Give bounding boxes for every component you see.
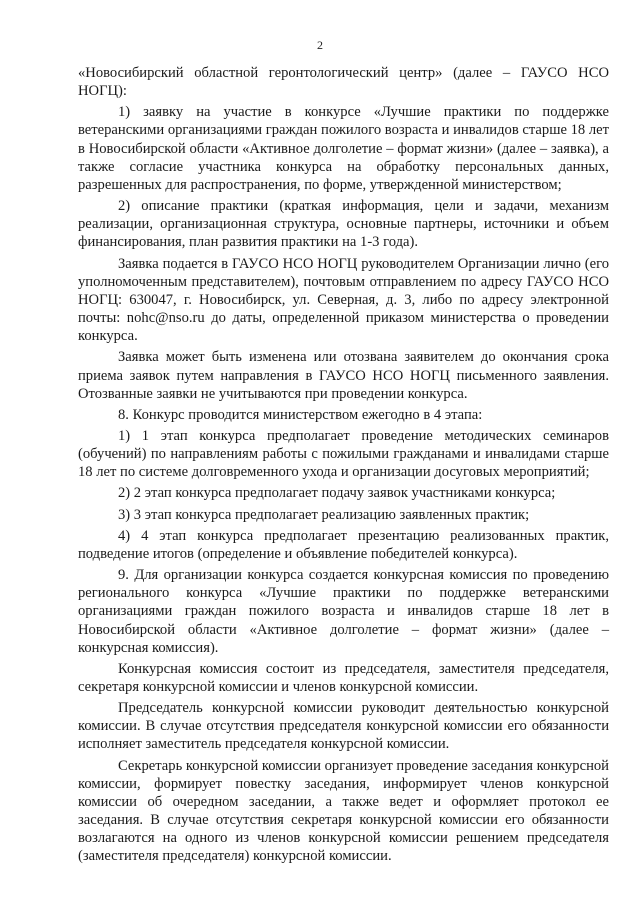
paragraph-stage-3: 3) 3 этап конкурса предполагает реализацию заявленных практик;	[118, 506, 530, 523]
paragraph-item-description: 2) описание практики (краткая информация, цели и задачи, механизм реализации, организационная структура, основные партнеры, источники и объем финансирования, план развития практики на 1-3 года).	[78, 198, 609, 251]
document-body	[78, 64, 609, 869]
paragraph-item-application: 1) заявку на участие в конкурсе «Лучшие практики по поддержке ветеранскими организациями граждан пожилого возраста и инвалидов старше 18 лет в Новосибирской области «Активное долголетие – формат жизни» (далее – заявка), а также согласие участника конкурса на обработку персональных данных, разрешенных для распространения, по форме, утвержденной министерством;	[78, 104, 609, 193]
paragraph-stage-4: 4) 4 этап конкурса предполагает презентацию реализованных практик, подведение итогов (определение и объявление победителей конкурса).	[78, 527, 609, 562]
paragraph-chairman: Председатель конкурсной комиссии руководит деятельностью конкурсной комиссии. В случае отсутствия председателя конкурсной комиссии его обязанности исполняет заместитель председателя конкурсной комиссии.	[78, 700, 609, 753]
paragraph-section-8: 8. Конкурс проводится министерством ежегодно в 4 этапа:	[118, 406, 483, 423]
paragraph-section-9: 9. Для организации конкурса создается конкурсная комиссия по проведению регионального конкурса «Лучшие практики по поддержке ветеранскими организациями граждан пожилого возраста и инвалидов старше 18 лет в Новосибирской области «Активное долголетие – формат жизни» (далее – конкурсная комиссия).	[78, 567, 609, 656]
paragraph-secretary: Секретарь конкурсной комиссии организует проведение заседания конкурсной комиссии, формирует повестку заседания, информирует членов конкурсной комиссии об очередном заседании, а также ведет и оформляет протокол ее заседания. В случае отсутствия секретаря конкурсной комиссии его обязанности возлагаются на одного из членов конкурсной комиссии решением председателя (заместителя председателя) конкурсной комиссии.	[78, 757, 609, 865]
paragraph-withdrawal: Заявка может быть изменена или отозвана заявителем до окончания срока приема заявок путем направления в ГАУСО НСО НОГЦ письменного заявления. Отозванные заявки не учитываются при проведении конкурса.	[78, 349, 609, 402]
paragraph-recipient: «Новосибирский областной геронтологический центр» (далее – ГАУСО НСО НОГЦ):	[78, 65, 609, 100]
paragraph-submission: Заявка подается в ГАУСО НСО НОГЦ руководителем Организации лично (его уполномоченным представителем), почтовым отправлением по адресу ГАУСО НСО НОГЦ: 630047, г. Новосибирск, ул. Северная, д. 3, либо по адресу электронной почты: nohc@nso.ru до даты, определенной приказом министерства о проведении конкурса.	[78, 255, 609, 345]
paragraph-commission-composition: Конкурсная комиссия состоит из председателя, заместителя председателя, секретаря конкурсной комиссии и членов конкурсной комиссии.	[78, 660, 609, 695]
paragraph-stage-1: 1) 1 этап конкурса предполагает проведение методических семинаров (обучений) по направлениям работы с пожилыми гражданами и инвалидами старше 18 лет по системе долговременного ухода и организации досуговых мероприятий;	[78, 427, 609, 481]
page-number: 2	[317, 38, 323, 52]
paragraph-stage-2: 2) 2 этап конкурса предполагает подачу заявок участниками конкурса;	[118, 485, 556, 502]
